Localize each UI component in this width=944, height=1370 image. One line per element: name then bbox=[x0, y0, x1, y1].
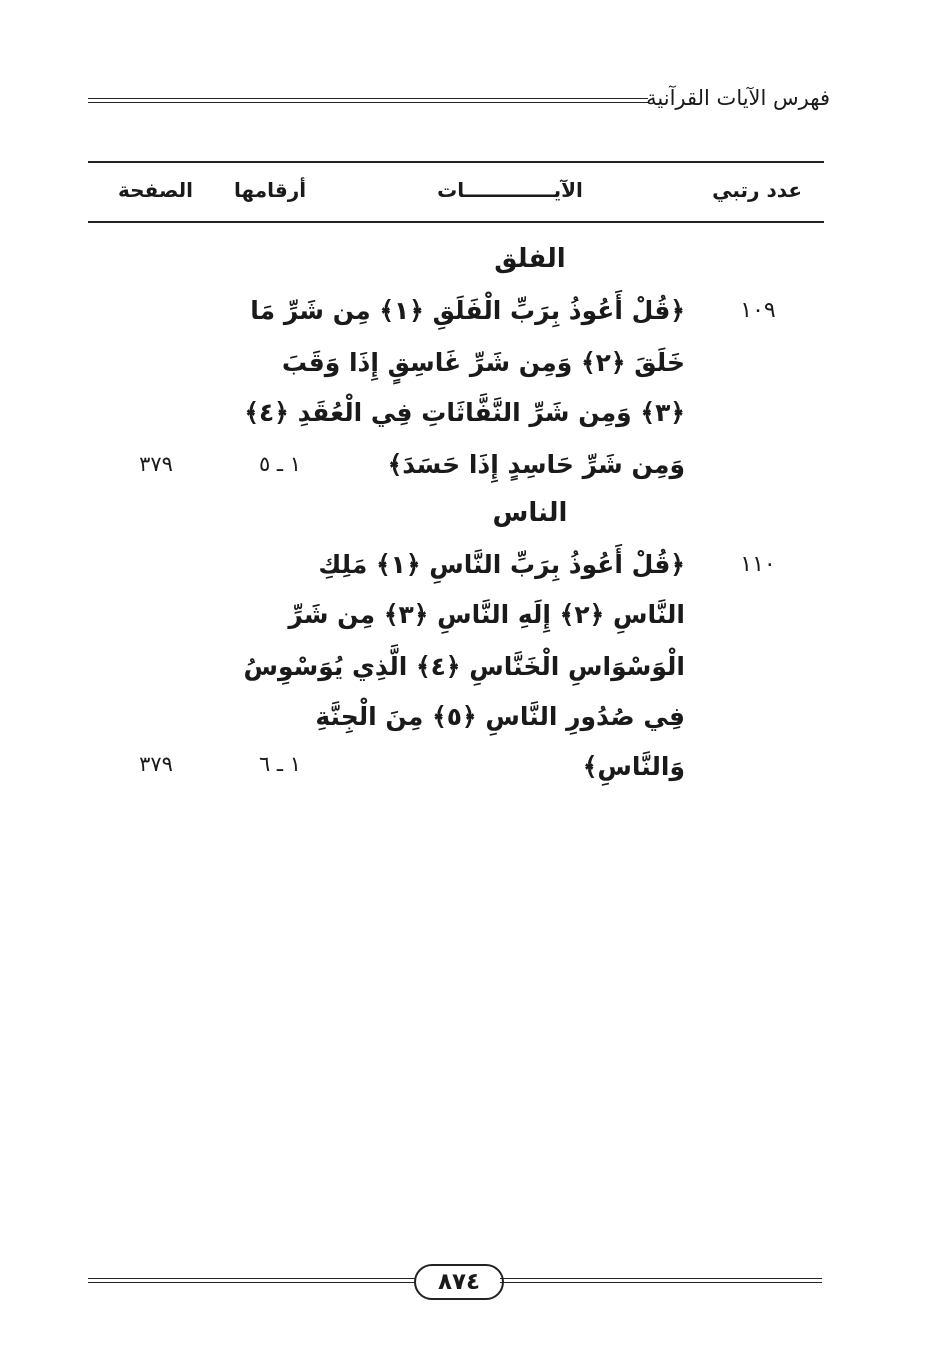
footer-rule-left bbox=[88, 1278, 416, 1283]
verse-line: ﴿قُلْ أَعُوذُ بِرَبِّ الْفَلَقِ ﴿١﴾ مِن شَرِّ مَا bbox=[250, 296, 685, 325]
table-head-rule bbox=[88, 221, 824, 223]
sura-title: الناس bbox=[492, 498, 568, 528]
table-top-rule bbox=[88, 161, 824, 163]
column-header-page: الصفحة bbox=[118, 178, 194, 202]
page-reference: ٣٧٩ bbox=[139, 452, 173, 476]
header-rule bbox=[88, 98, 648, 103]
verse-line: خَلَقَ ﴿٢﴾ وَمِن شَرِّ غَاسِقٍ إِذَا وَقَبَ bbox=[281, 348, 685, 377]
verse-line: الْوَسْوَاسِ الْخَنَّاسِ ﴿٤﴾ الَّذِي يُوَسْوِسُ bbox=[243, 652, 685, 681]
order-number: ١٠٩ bbox=[740, 298, 776, 323]
order-number: ١١٠ bbox=[740, 552, 776, 577]
verse-line: ﴿٣﴾ وَمِن شَرِّ النَّفَّاثَاتِ فِي الْعُقَدِ ﴿٤﴾ bbox=[244, 398, 685, 427]
footer-rule-right bbox=[500, 1278, 822, 1283]
column-header-numbers: أرقامها bbox=[234, 178, 307, 202]
verse-line: النَّاسِ ﴿٢﴾ إِلَهِ النَّاسِ ﴿٣﴾ مِن شَرِّ bbox=[288, 600, 685, 629]
verse-range: ١ ـ ٦ bbox=[258, 752, 302, 776]
verse-line: ﴿قُلْ أَعُوذُ بِرَبِّ النَّاسِ ﴿١﴾ مَلِكِ bbox=[318, 550, 685, 579]
page-reference: ٣٧٩ bbox=[139, 752, 173, 776]
column-header-ayat: الآيـــــــــــــات bbox=[437, 178, 583, 202]
verse-line: وَالنَّاسِ﴾ bbox=[582, 752, 685, 781]
column-header-order: عدد رتبي bbox=[712, 178, 802, 202]
verse-range: ١ ـ ٥ bbox=[258, 452, 302, 476]
verse-line: فِي صُدُورِ النَّاسِ ﴿٥﴾ مِنَ الْجِنَّةِ bbox=[315, 702, 685, 731]
running-header bbox=[88, 86, 830, 116]
page-number-badge: ٨٧٤ bbox=[414, 1264, 504, 1300]
sura-title: الفلق bbox=[494, 244, 566, 274]
running-title: فهرس الآيات القرآنية bbox=[646, 86, 830, 110]
verse-line: وَمِن شَرِّ حَاسِدٍ إِذَا حَسَدَ﴾ bbox=[387, 450, 685, 479]
